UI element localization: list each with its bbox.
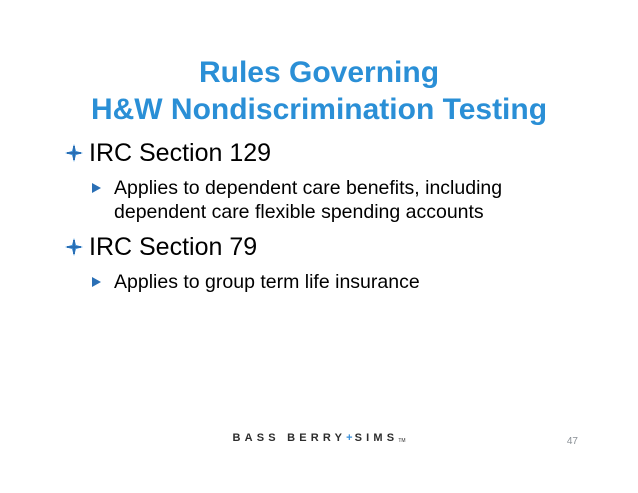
section-item-text: Applies to dependent care benefits, including dependent care flexible spending accounts <box>114 177 503 223</box>
section-heading-text: IRC Section 79 <box>89 232 258 261</box>
logo-trademark: TM <box>398 438 406 444</box>
page-number: 47 <box>566 436 578 447</box>
triangle-right-icon <box>92 277 101 287</box>
triangle-right-icon <box>92 183 101 193</box>
section-item-text: Applies to group term life insurance <box>114 271 420 293</box>
section-heading-irc-79 <box>65 230 257 264</box>
footer-logo <box>0 432 638 444</box>
section-item <box>92 176 554 224</box>
slide-title <box>0 54 638 128</box>
section-item <box>92 270 554 294</box>
title-line-1: Rules Governing <box>198 56 440 89</box>
diamond-cross-icon <box>65 144 83 162</box>
logo-right-text: SIMS <box>354 432 399 444</box>
section-heading-text: IRC Section 129 <box>89 138 272 167</box>
diamond-cross-icon <box>65 238 83 256</box>
logo-left-text: BASS BERRY <box>232 432 347 444</box>
title-line-2: H&W Nondiscrimination Testing <box>90 93 548 126</box>
logo-plus-icon: + <box>346 432 355 444</box>
section-heading-irc-129 <box>65 136 271 170</box>
